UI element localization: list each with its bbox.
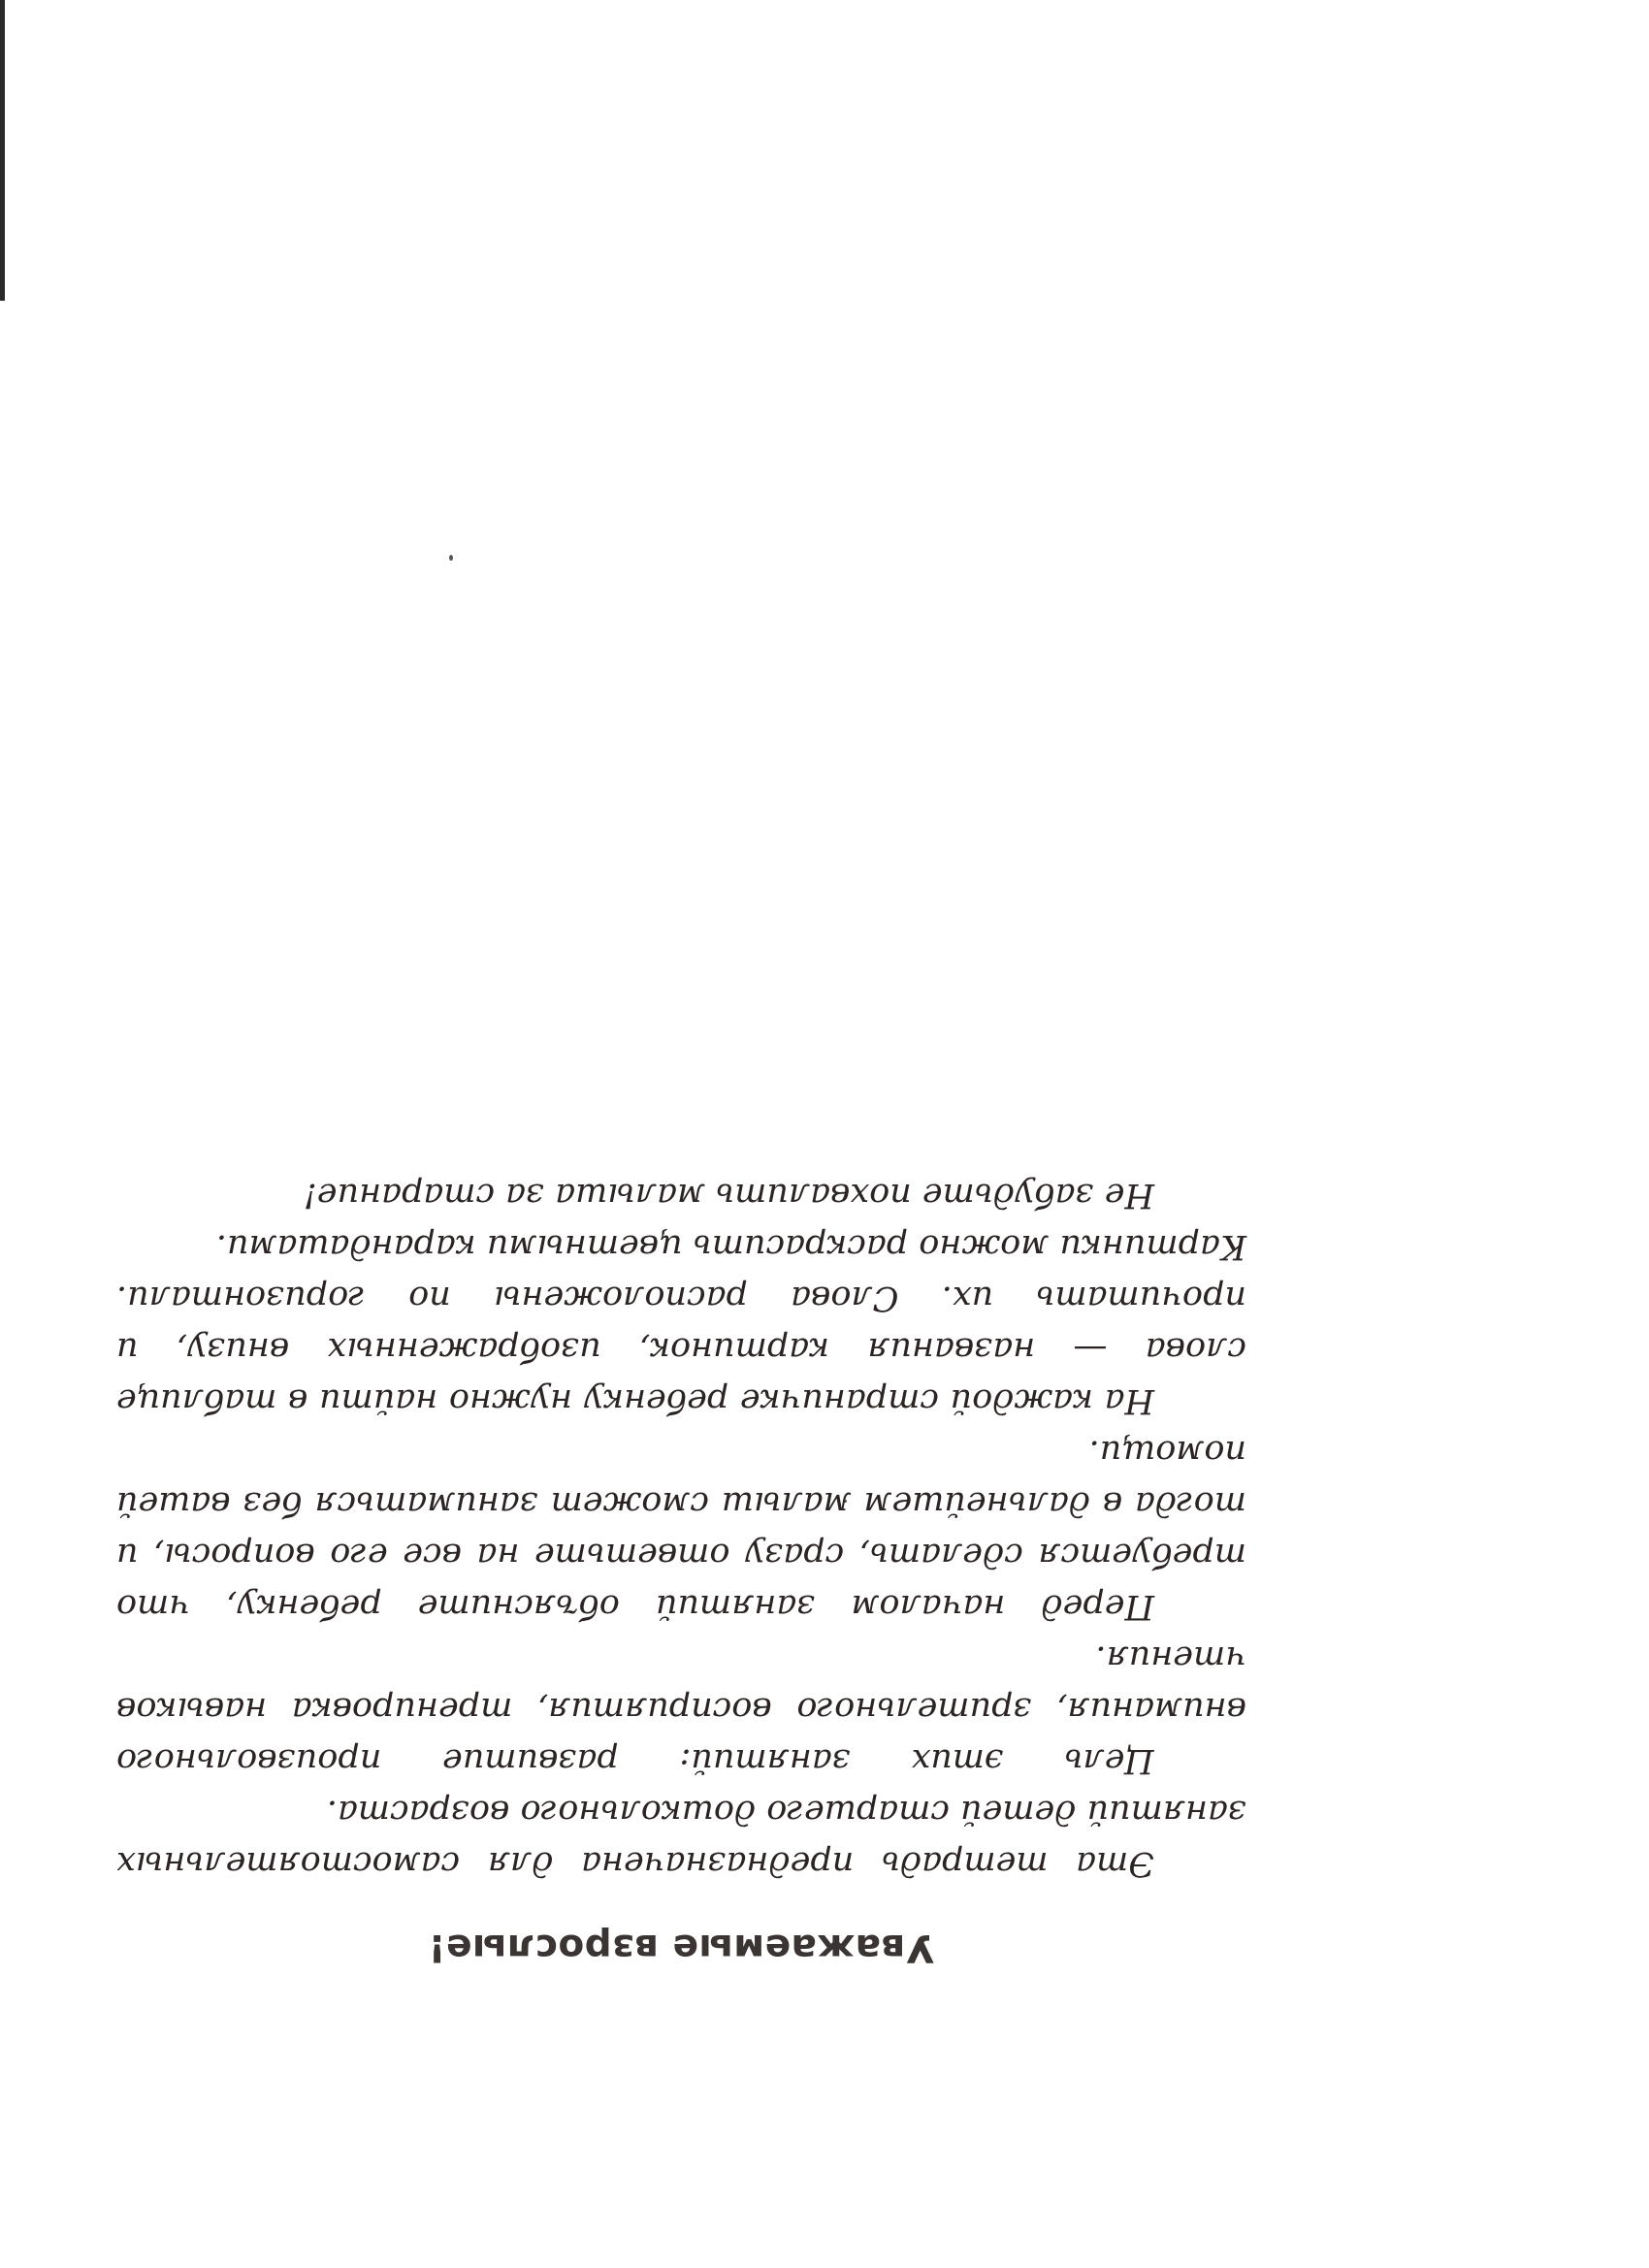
scan-edge-artifact — [0, 0, 5, 301]
paragraph-praise: Не забудьте похвалить малыша за старание! — [303, 1176, 1154, 1215]
scan-speck — [449, 555, 453, 561]
paragraph-goal: Цель этих занятий: развитие произвольного внимания, зрительного восприятия, тренировка навыков чтения. — [116, 1638, 1246, 1780]
paragraph-intro: Эта тетрадь предназначена для самостоятельных занятий детей старшего дошкольного возраста. — [116, 1793, 1246, 1883]
document-body — [116, 902, 1246, 1969]
page-title: Уважаемые взрослые! — [428, 1926, 935, 1969]
paragraph-task: На каждой страничке ребенку нужно найти в таблице слова — названия картинок, изображенных внизу, и прочитать их. Слова расположены по горизонтали. Картинки можно раскрасить цветными карандашами. — [116, 1227, 1246, 1420]
paragraph-instructions: Перед началом занятий объясните ребенку, что требуется сделать, сразу ответьте на все его вопросы, и тогда в дальнейшем малыш сможет заниматься без вашей помощи. — [116, 1433, 1246, 1626]
